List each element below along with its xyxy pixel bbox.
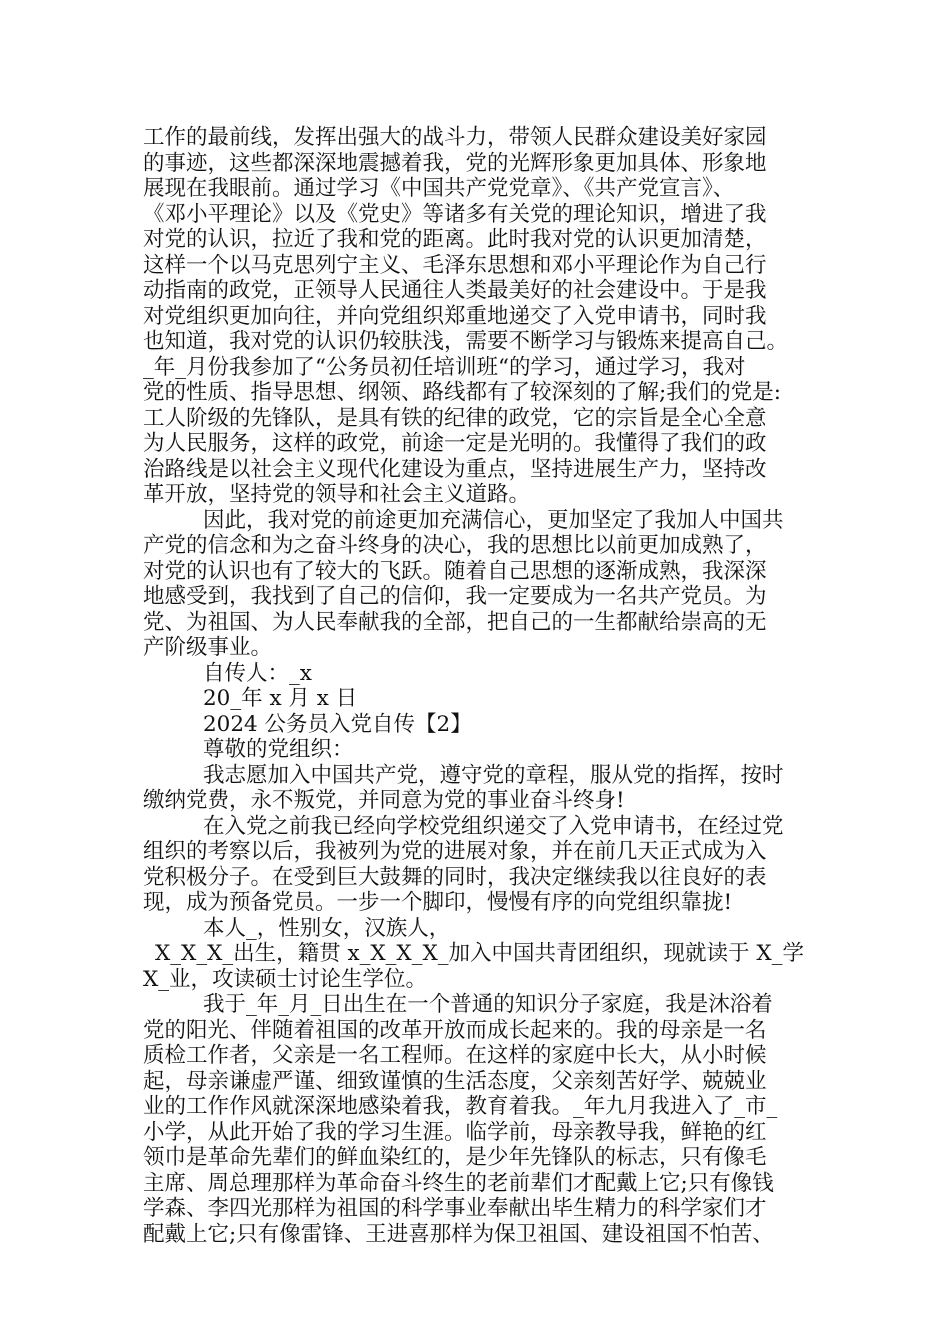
salutation: 尊敬的党组织： [203, 737, 354, 762]
text-line: 党、为祖国、为人民奉献我的全部，把自己的一生都献给崇高的无 [143, 609, 767, 635]
text-line: 现，成为预备党员。一步一个脚印，慢慢有序的向党组织靠拢! [143, 890, 733, 915]
text-line: 革开放，坚持党的领导和社会主义道路。 [143, 482, 531, 507]
document-page [143, 125, 808, 1247]
text-line: 这样一个以马克思列宁主义、毛泽东思想和邓小平理论作为自己行 [143, 252, 767, 278]
text-line: X_X_X_出生，籍贯 x_X_X_X_加入中国共青团组织，现就读于 X_学 [155, 941, 804, 966]
paragraph-start-line: 我志愿加入中国共产党，遵守党的章程，服从党的指挥，按时 [203, 762, 784, 788]
text-line: 起，母亲谦虚严谨、细致谨慎的生活态度，父亲刻苦好学、兢兢业 [143, 1068, 767, 1094]
text-line: 产阶级事业。 [143, 635, 273, 660]
text-line: 治路线是以社会主义现代化建设为重点，坚持进展生产力，坚持改 [143, 456, 767, 482]
text-line: 工人阶级的先锋队，是具有铁的纪律的政党，它的宗旨是全心全意 [143, 405, 767, 431]
signature-date: 20_年 x 月 x 日 [203, 686, 358, 711]
text-line: 对党的认识也有了较大的飞跃。随着自己思想的逐渐成熟，我深深 [143, 558, 767, 584]
text-line: 党的阳光、伴随着祖国的改革开放而成长起来的。我的母亲是一名 [143, 1017, 767, 1043]
paragraph-start-line: 本人_，性别女，汉族人， [203, 915, 451, 941]
text-line: 党的性质、指导思想、纲领、路线都有了较深刻的了解;我们的党是: [143, 380, 781, 405]
text-line: 业的工作作风就深深地感染着我，教育着我。_年九月我进入了_市_ [143, 1094, 778, 1119]
text-line: 领巾是革命先辈们的鲜血染红的，是少年先锋队的标志，只有像毛 [143, 1145, 767, 1170]
paragraph-start-line: 因此，我对党的前途更加充满信心，更加坚定了我加人中国共 [203, 507, 784, 533]
paragraph-start-line: 我于_年_月_日出生在一个普通的知识分子家庭，我是沐浴着 [203, 992, 773, 1017]
text-line: 的事迹，这些都深深地震撼着我，党的光辉形象更加具体、形象地 [143, 150, 767, 176]
text-line: 配戴上它;只有像雷锋、王进喜那样为保卫祖国、建设祖国不怕苦、 [143, 1221, 774, 1247]
text-line: 为人民服务，这样的政党，前途一定是光明的。我懂得了我们的政 [143, 431, 767, 456]
text-line: 动指南的政党，正领导人民通往人类最美好的社会建设中。于是我 [143, 278, 767, 303]
text-line: 对党的认识，拉近了我和党的距离。此时我对党的认识更加清楚， [143, 227, 767, 252]
text-line: 工作的最前线，发挥出强大的战斗力，带领人民群众建设美好家园 [143, 125, 767, 150]
text-line: 地感受到，我找到了自己的信仰，我一定要成为一名共产党员。为 [143, 584, 767, 609]
text-line: 缴纳党费，永不叛党，并同意为党的事业奋斗终身! [143, 788, 625, 813]
text-line: 产党的信念和为之奋斗终身的决心，我的思想比以前更加成熟了， [143, 533, 767, 558]
text-line: 小学，从此开始了我的学习生涯。临学前，母亲教导我，鲜艳的红 [143, 1119, 767, 1145]
section-title: 2024 公务员入党自传【2】 [203, 711, 472, 737]
text-line: 学森、李四光那样为祖国的科学事业奉献出毕生精力的科学家们才 [143, 1196, 767, 1221]
text-line: 也知道，我对党的认识仍较肤浅，需要不断学习与锻炼来提高自己。 [143, 329, 789, 354]
author-signature: 自传人：_x [203, 660, 312, 686]
text-line: 《邓小平理论》以及《党史》等诸多有关党的理论知识，增进了我 [143, 201, 767, 227]
text-line: 展现在我眼前。通过学习《中国共产党党章》、《共产党宣言》、 [143, 176, 735, 201]
text-line: 质检工作者，父亲是一名工程师。在这样的家庭中长大，从小时候 [143, 1043, 767, 1068]
text-line: 组织的考察以后，我被列为党的进展对象，并在前几天正式成为入 [143, 839, 767, 864]
text-line: _年_月份我参加了“公务员初任培训班“的学习，通过学习，我对 [143, 354, 746, 380]
text-line: 主席、周总理那样为革命奋斗终生的老前辈们才配戴上它;只有像钱 [143, 1170, 774, 1196]
text-line: 党积极分子。在受到巨大鼓舞的同时，我决定继续我以往良好的表 [143, 864, 767, 890]
paragraph-start-line: 在入党之前我已经向学校党组织递交了入党申请书，在经过党 [203, 813, 784, 839]
text-line: X_业，攻读硕士讨论生学位。 [143, 966, 428, 992]
text-line: 对党组织更加向往，并向党组织郑重地递交了入党申请书，同时我 [143, 303, 767, 329]
